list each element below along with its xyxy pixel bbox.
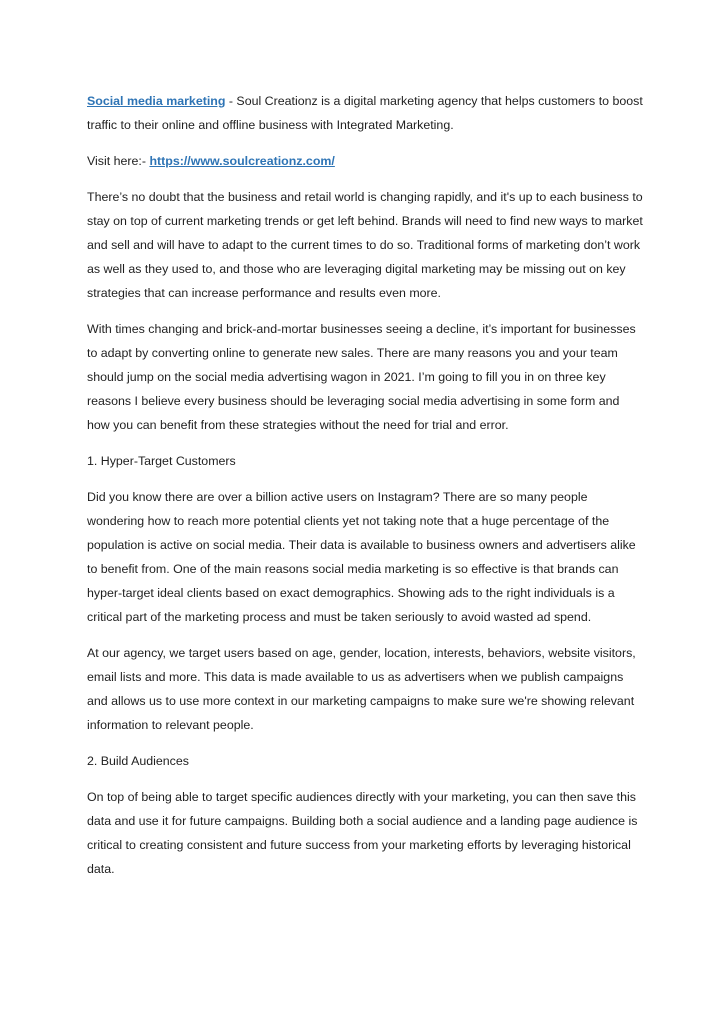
document-page — [87, 89, 643, 893]
paragraph-instagram: Did you know there are over a billion active users on Instagram? There are so many people wondering how to reach more potential clients yet not taking note that a huge percentage of the population is active on social media. Their data is available to business owners and advertisers alike to benefit from. One of the main reasons social media marketing is so effective is that brands can hyper-target ideal clients based on exact demographics. Showing ads to the right individuals is a critical part of the marketing process and must be taken seriously to avoid wasted ad spend. — [87, 490, 636, 624]
visit-paragraph — [87, 149, 643, 173]
section-heading-hyper-target: 1. Hyper-Target Customers — [87, 454, 236, 468]
intro-text: - Soul Creationz is a digital marketing agency that helps customers to boost traffic to their online and offline business with Integrated Marketing. — [87, 94, 643, 132]
paragraph-adapt: With times changing and brick-and-mortar businesses seeing a decline, it’s important for businesses to adapt by converting online to generate new sales. There are many reasons you and your team should jump on the social media advertising wagon in 2021. I’m going to fill you in on three key reasons I believe every business should be leveraging social media advertising in some form and how you can benefit from these strategies without the need for trial and error. — [87, 322, 636, 432]
intro-paragraph — [87, 89, 643, 137]
website-link[interactable]: https://www.soulcreationz.com/ — [149, 154, 335, 168]
visit-label: Visit here:- — [87, 154, 150, 168]
paragraph-audiences: On top of being able to target specific audiences directly with your marketing, you can then save this data and use it for future campaigns. Building both a social audience and a landing page audience is critical to creating consistent and future success from your marketing efforts by leveraging historical data. — [87, 790, 638, 876]
paragraph-agency-targeting: At our agency, we target users based on age, gender, location, interests, behaviors, website visitors, email lists and more. This data is made available to us as advertisers when we publish campaigns and allows us to use more context in our marketing campaigns to make sure we're showing relevant information to relevant people. — [87, 646, 636, 732]
section-heading-build-audiences: 2. Build Audiences — [87, 754, 189, 768]
paragraph-trends: There’s no doubt that the business and retail world is changing rapidly, and it's up to each business to stay on top of current marketing trends or get left behind. Brands will need to find new ways to market and sell and will have to adapt to the current times to do so. Traditional forms of marketing don’t work as well as they used to, and those who are leveraging digital marketing may be missing out on key strategies that can increase performance and results even more. — [87, 190, 643, 300]
social-media-marketing-link[interactable]: Social media marketing — [87, 94, 226, 108]
